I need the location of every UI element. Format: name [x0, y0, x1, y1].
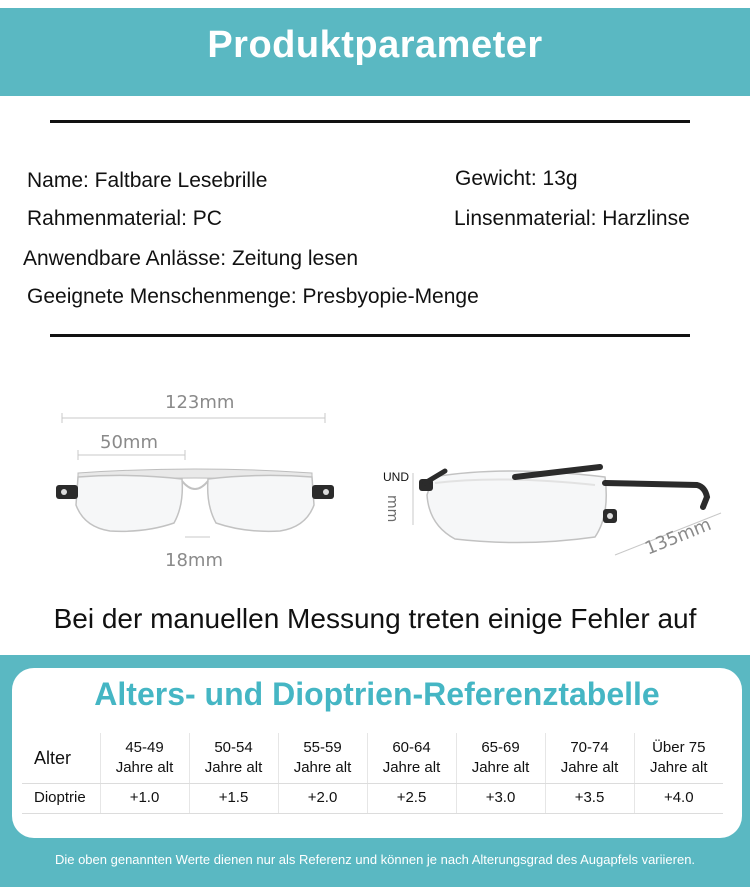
page-title: Produktparameter: [207, 24, 543, 66]
age-range: 50-54: [214, 738, 253, 756]
age-unit: Jahre alt: [649, 758, 708, 776]
param-name: Name: Faltbare Lesebrille: [27, 169, 268, 192]
glasses-side-icon: [405, 455, 725, 575]
age-cell: [545, 733, 634, 783]
dim-height-label: UND: [383, 470, 409, 484]
age-header: Alter: [22, 733, 100, 783]
age-unit: Jahre alt: [471, 758, 530, 776]
age-unit: Jahre alt: [293, 758, 352, 776]
age-cell: [634, 733, 723, 783]
param-audience: Geeignete Menschenmenge: Presbyopie-Menge: [27, 285, 479, 308]
age-unit: Jahre alt: [382, 758, 441, 776]
age-cell: [278, 733, 367, 783]
diopter-cell: +3.0: [456, 783, 545, 813]
divider-top: [50, 120, 690, 123]
age-range: Über 75: [652, 738, 706, 756]
age-range: 60-64: [392, 738, 431, 756]
param-frame-material: Rahmenmaterial: PC: [27, 207, 222, 230]
age-range: 70-74: [570, 738, 609, 756]
footer-disclaimer: Die oben genannten Werte dienen nur als Referenz und können je nach Alterungsgrad des Augapfels variieren.: [54, 852, 696, 867]
age-row: [22, 733, 723, 783]
age-range: 65-69: [481, 738, 520, 756]
age-range: 55-59: [303, 738, 342, 756]
divider-bottom: [50, 334, 690, 337]
age-unit: Jahre alt: [560, 758, 619, 776]
age-range: 45-49: [125, 738, 164, 756]
diopter-cell: +2.5: [367, 783, 456, 813]
diopter-cell: +2.0: [278, 783, 367, 813]
diopter-cell: +1.5: [189, 783, 278, 813]
age-cell: [189, 733, 278, 783]
diopter-row: [22, 783, 723, 813]
dim-lens-width: 50mm: [100, 432, 158, 453]
diopter-cell: +1.0: [100, 783, 189, 813]
diopter-cell: +4.0: [634, 783, 723, 813]
dim-bridge: 18mm: [165, 550, 223, 571]
age-cell: [367, 733, 456, 783]
param-weight: Gewicht: 13g: [455, 167, 578, 190]
glasses-front-icon: [50, 405, 340, 555]
age-cell: [100, 733, 189, 783]
diopter-header: Dioptrie: [22, 783, 100, 813]
param-occasion: Anwendbare Anlässe: Zeitung lesen: [23, 247, 359, 270]
age-unit: Jahre alt: [115, 758, 174, 776]
dim-height-unit: mm: [384, 495, 400, 523]
dim-temple-length: 135mm: [642, 513, 715, 560]
param-lens-material: Linsenmaterial: Harzlinse: [454, 207, 690, 230]
age-unit: Jahre alt: [204, 758, 263, 776]
age-cell: [456, 733, 545, 783]
reference-title: Alters- und Dioptrien-Referenztabelle: [94, 676, 660, 712]
diopter-cell: +3.5: [545, 783, 634, 813]
dim-total-width: 123mm: [165, 392, 235, 413]
measurement-note: Bei der manuellen Messung treten einige Fehler auf: [53, 603, 697, 634]
reference-table: [22, 733, 723, 814]
